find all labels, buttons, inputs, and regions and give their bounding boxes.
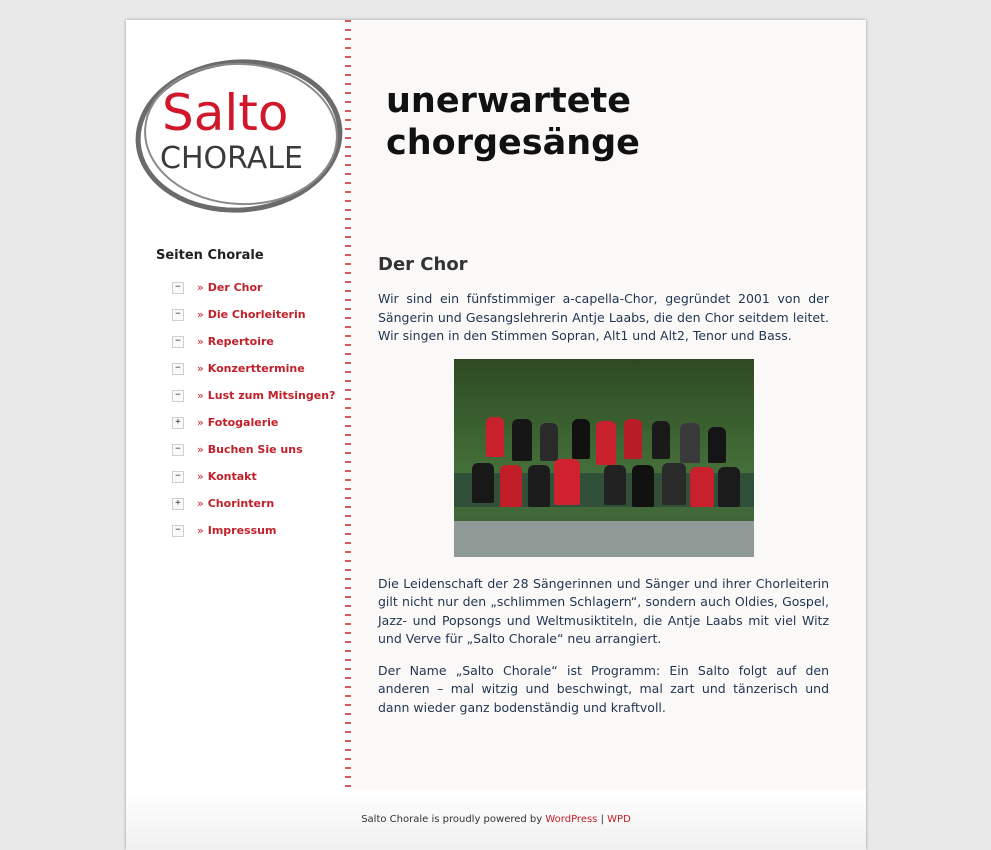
photo-person	[604, 465, 626, 505]
collapse-toggle-icon[interactable]: −	[172, 390, 184, 402]
bullet-icon: »	[197, 281, 204, 294]
article-paragraph: Wir sind ein fünfstimmiger a-capella-Chor, gegründet 2001 von der Sängerin und Gesangslehrerin Antje Laabs, die den Chor seitdem leitet. Wir singen in den Stimmen Sopran, Alt1 und Alt2, Tenor und Bass.	[378, 291, 829, 343]
photo-person	[528, 465, 550, 507]
bullet-icon: »	[197, 470, 204, 483]
bullet-icon: »	[197, 524, 204, 537]
article-paragraph: Die Leidenschaft der 28 Sängerinnen und Sänger und ihrer Chorleiterin gilt nicht nur den „schlimmen Schlagern“, sondern auch Oldies, Gospel, Jazz- und Popsongs und Weltmusiktiteln, die Antje Laabs mit viel Witz und Verve für „Salto Chorale“ neu arrangiert.	[378, 575, 829, 646]
sidebar-link[interactable]: Impressum	[207, 524, 277, 537]
photo-person	[540, 423, 558, 461]
tagline-line: chorgesänge	[386, 123, 640, 163]
collapse-toggle-icon[interactable]: −	[172, 309, 184, 321]
site-tagline	[386, 80, 706, 164]
site-logo[interactable]	[134, 50, 348, 216]
logo-text-salto: Salto	[162, 84, 289, 142]
article-paragraph: Der Name „Salto Chorale“ ist Programm: Ein Salto folgt auf den anderen – mal witzig und beschwingt, mal zart und tänzerisch und dann wieder ganz bodenständig und kraftvoll.	[378, 662, 829, 715]
collapse-toggle-icon[interactable]: −	[172, 471, 184, 483]
collapse-toggle-icon[interactable]: −	[172, 336, 184, 348]
sidebar-item-konzerttermine	[172, 355, 352, 382]
sidebar-link[interactable]: Konzerttermine	[207, 362, 305, 375]
sidebar-item-chorintern	[172, 490, 352, 517]
article-title: Der Chor	[378, 254, 468, 275]
footer-text: Salto Chorale is proudly powered by	[361, 814, 543, 825]
sidebar-item-lust-zum-mitsingen	[172, 382, 352, 409]
bullet-icon: »	[197, 443, 204, 456]
sidebar-item-fotogalerie	[172, 409, 352, 436]
sidebar-link[interactable]: Buchen Sie uns	[207, 443, 303, 456]
expand-toggle-icon[interactable]: +	[172, 417, 184, 429]
sidebar-item-die-chorleiterin	[172, 301, 352, 328]
photo-person	[554, 459, 580, 505]
expand-toggle-icon[interactable]: +	[172, 498, 184, 510]
wordpress-link[interactable]: WordPress	[545, 814, 598, 825]
bullet-icon: »	[197, 308, 204, 321]
sidebar-item-der-chor	[172, 274, 352, 301]
wpd-link[interactable]: WPD	[607, 814, 631, 825]
photo-person	[708, 427, 726, 463]
sidebar-title: Seiten Chorale	[156, 248, 264, 263]
photo-person	[718, 467, 740, 507]
collapse-toggle-icon[interactable]: −	[172, 363, 184, 375]
photo-person	[680, 423, 700, 463]
sidebar-link[interactable]: Lust zum Mitsingen?	[207, 389, 336, 402]
sidebar-link[interactable]: Kontakt	[207, 470, 257, 483]
photo-person	[500, 465, 522, 507]
photo-person	[624, 419, 642, 459]
collapse-toggle-icon[interactable]: −	[172, 525, 184, 537]
sidebar-item-impressum	[172, 517, 352, 544]
photo-person	[472, 463, 494, 503]
sidebar-link[interactable]: Fotogalerie	[207, 416, 279, 429]
sidebar	[126, 20, 346, 790]
photo-person	[690, 467, 714, 507]
collapse-toggle-icon[interactable]: −	[172, 282, 184, 294]
sidebar-link[interactable]: Chorintern	[207, 497, 275, 510]
sidebar-link[interactable]: Repertoire	[207, 335, 274, 348]
photo-person	[662, 463, 686, 505]
photo-person	[486, 417, 504, 457]
sidebar-item-kontakt	[172, 463, 352, 490]
footer	[126, 790, 866, 850]
photo-person	[512, 419, 532, 461]
decorative-divider	[345, 20, 351, 790]
photo-person	[632, 465, 654, 507]
sidebar-menu	[172, 274, 352, 544]
photo-ground	[454, 521, 754, 557]
photo-wrapper	[378, 359, 829, 561]
photo-person	[652, 421, 670, 459]
page-container	[126, 20, 866, 850]
bullet-icon: »	[197, 497, 204, 510]
bullet-icon: »	[197, 362, 204, 375]
tagline-line: unerwartete	[386, 81, 631, 121]
footer-credits	[126, 814, 866, 825]
sidebar-link[interactable]: Der Chor	[207, 281, 263, 294]
sidebar-item-buchen-sie-uns	[172, 436, 352, 463]
photo-person	[596, 421, 616, 465]
sidebar-item-repertoire	[172, 328, 352, 355]
bullet-icon: »	[197, 416, 204, 429]
choir-group-photo[interactable]	[454, 359, 754, 557]
sidebar-link[interactable]: Die Chorleiterin	[207, 308, 306, 321]
article	[378, 254, 829, 730]
photo-person	[572, 419, 590, 459]
bullet-icon: »	[197, 335, 204, 348]
logo-text-chorale: CHORALE	[160, 141, 303, 176]
collapse-toggle-icon[interactable]: −	[172, 444, 184, 456]
footer-separator: |	[600, 814, 604, 825]
bullet-icon: »	[197, 389, 204, 402]
